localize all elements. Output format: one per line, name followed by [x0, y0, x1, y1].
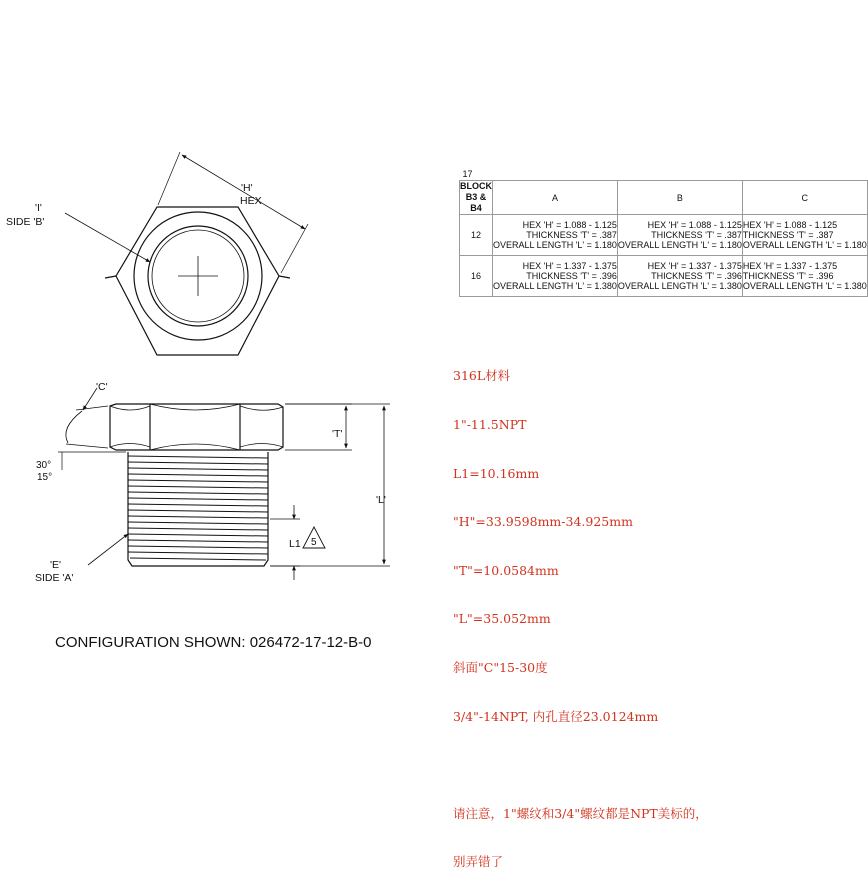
hex-arc-bottom-3 — [240, 444, 283, 448]
top-view — [65, 152, 308, 355]
table-header-row — [460, 181, 868, 215]
cell-line: HEX 'H' = 1.088 - 1.125 — [742, 220, 838, 230]
c-arc — [66, 411, 82, 443]
row-size: 12 — [460, 215, 493, 256]
c-extension-1 — [76, 406, 108, 410]
note-line: 斜面"C"15-30度 — [453, 660, 548, 676]
material-notes — [453, 336, 708, 887]
cell-c — [742, 256, 867, 297]
configuration-shown: CONFIGURATION SHOWN: 026472-17-12-B-0 — [55, 634, 372, 651]
note-line: "T"=10.0584mm — [453, 562, 559, 578]
cell-line: HEX 'H' = 1.337 - 1.375 — [742, 261, 838, 271]
cell-line: HEX 'H' = 1.337 - 1.375 — [647, 261, 742, 271]
side-a-e-label: 'E' — [50, 559, 62, 571]
hex-arc-bottom-1 — [150, 444, 240, 450]
angle-15-label: 15° — [37, 472, 53, 483]
cell-line: THICKNESS 'T' = .387 — [526, 230, 617, 240]
cell-line: THICKNESS 'T' = .387 — [651, 230, 742, 240]
side-a-label: SIDE 'A' — [35, 572, 74, 584]
l1-tolerance-value: 5 — [311, 537, 317, 548]
note-line: "H"=33.9598mm-34.925mm — [453, 514, 633, 530]
table-title-row — [460, 167, 868, 181]
hex-h-label: 'H' — [241, 182, 253, 194]
row-size: 16 — [460, 256, 493, 297]
note-line: "L"=35.052mm — [453, 611, 551, 627]
block-header-line2: B3 & B4 — [465, 192, 487, 213]
cell-line: OVERALL LENGTH 'L' = 1.180 — [617, 240, 742, 250]
cell-line: OVERALL LENGTH 'L' = 1.380 — [493, 281, 617, 291]
col-c-header: C — [742, 181, 867, 215]
col-b-header: B — [617, 181, 742, 215]
cell-a — [493, 256, 618, 297]
c-label: 'C' — [96, 381, 108, 393]
col-a-header: A — [493, 181, 618, 215]
hex-arc-top-2 — [110, 406, 150, 410]
h-extension-1 — [158, 152, 180, 205]
cell-line: HEX 'H' = 1.337 - 1.375 — [522, 261, 617, 271]
note-line: 1"-11.5NPT — [453, 417, 527, 433]
l1-label: L1 — [289, 538, 301, 550]
hex-arc-bottom-2 — [110, 444, 150, 448]
cell-line: OVERALL LENGTH 'L' = 1.380 — [742, 281, 867, 291]
side-b-leader — [65, 213, 150, 262]
h-extension-2 — [281, 224, 308, 273]
specification-table — [459, 167, 868, 297]
hex-body — [110, 404, 283, 450]
angle-30-label: 30° — [36, 460, 52, 471]
hex-arc-top-3 — [240, 406, 283, 410]
table-title: 17 — [460, 167, 493, 181]
cell-line: OVERALL LENGTH 'L' = 1.380 — [617, 281, 742, 291]
thread-lines — [128, 456, 268, 560]
note-line: L1=10.16mm — [453, 465, 540, 481]
cell-line: THICKNESS 'T' = .396 — [651, 271, 742, 281]
cell-b — [617, 215, 742, 256]
table-row — [460, 215, 868, 256]
note-line: 316L材料 — [453, 368, 511, 384]
t-label: 'T' — [332, 428, 343, 440]
hex-chamfer-left — [105, 276, 116, 278]
c-extension-2 — [66, 444, 108, 448]
hex-arc-top-1 — [150, 404, 240, 410]
table-row — [460, 256, 868, 297]
block-header-line1: BLOCK — [460, 181, 492, 191]
cell-a — [493, 215, 618, 256]
note-line: 3/4"-14NPT, 内孔直径23.0124mm — [453, 708, 659, 724]
side-a-leader — [88, 534, 128, 565]
cell-line: HEX 'H' = 1.088 - 1.125 — [647, 220, 742, 230]
warning-line: 别弄错了 — [453, 854, 504, 870]
side-view — [58, 388, 390, 580]
hex-outline — [116, 207, 279, 355]
cell-line: OVERALL LENGTH 'L' = 1.180 — [493, 240, 617, 250]
cell-line: OVERALL LENGTH 'L' = 1.180 — [742, 240, 867, 250]
warning-line: 请注意，1"螺纹和3/4"螺纹都是NPT美标的， — [453, 805, 708, 821]
c-leader — [83, 388, 97, 410]
hex-chamfer-right — [279, 276, 290, 278]
cell-line: THICKNESS 'T' = .396 — [742, 271, 834, 281]
cell-b — [617, 256, 742, 297]
cell-line: HEX 'H' = 1.088 - 1.125 — [522, 220, 617, 230]
hex-word-label: HEX — [240, 195, 262, 207]
cell-line: THICKNESS 'T' = .396 — [526, 271, 617, 281]
cell-c — [742, 215, 867, 256]
side-b-i-label: 'I' — [35, 202, 42, 214]
block-header — [460, 181, 493, 215]
cell-line: THICKNESS 'T' = .387 — [742, 230, 834, 240]
l-label: 'L' — [376, 494, 386, 506]
side-b-label: SIDE 'B' — [6, 216, 45, 228]
